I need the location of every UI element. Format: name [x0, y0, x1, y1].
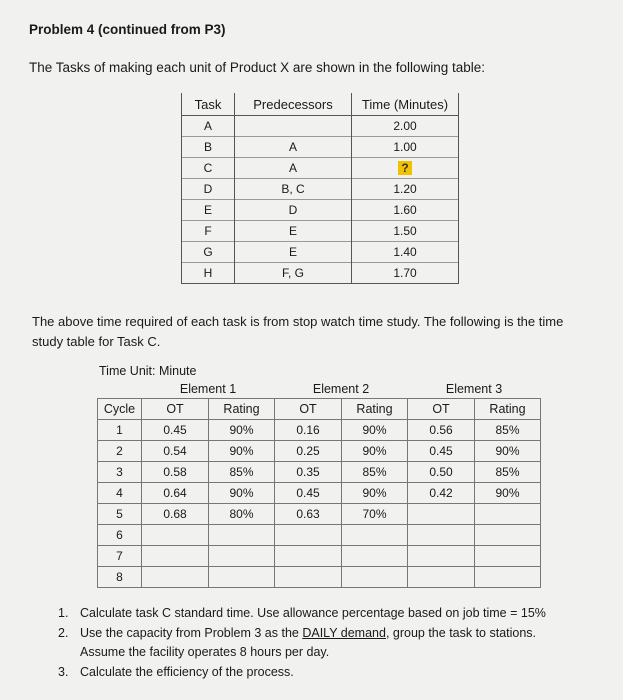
table-row [182, 158, 459, 179]
ot-cell: 0.45 [275, 483, 342, 504]
cycle-cell: 6 [98, 525, 142, 546]
ot-cell [408, 525, 475, 546]
group-element-3: Element 3 [408, 380, 541, 399]
question-text-part: group the task to stations. [389, 625, 537, 640]
ot-cell: 0.42 [408, 483, 475, 504]
rating-cell: 90% [342, 483, 408, 504]
header-predecessors: Predecessors [235, 93, 352, 116]
rating-cell [475, 546, 541, 567]
rating-cell [475, 525, 541, 546]
group-spacer [98, 380, 142, 399]
problem-heading: Problem 4 (continued from P3) [29, 22, 226, 37]
header-ot: OT [142, 399, 209, 420]
task-cell: D [182, 179, 235, 200]
table-row [182, 242, 459, 263]
ot-cell [275, 525, 342, 546]
list-item [58, 624, 546, 644]
ot-cell [142, 546, 209, 567]
header-time: Time (Minutes) [352, 93, 459, 116]
ot-cell: 0.45 [142, 420, 209, 441]
ot-cell [142, 567, 209, 588]
predecessor-cell: B, C [235, 179, 352, 200]
predecessor-cell [235, 116, 352, 137]
time-cell: 1.50 [352, 221, 459, 242]
task-cell: H [182, 263, 235, 284]
table-row [98, 504, 541, 525]
cycle-cell: 5 [98, 504, 142, 525]
table-row [182, 137, 459, 158]
time-cell: 1.20 [352, 179, 459, 200]
time-cell: 1.40 [352, 242, 459, 263]
table-row [98, 525, 541, 546]
header-rating: Rating [342, 399, 408, 420]
table-row [182, 116, 459, 137]
header-rating: Rating [209, 399, 275, 420]
rating-cell [342, 546, 408, 567]
list-item-continuation [58, 643, 546, 663]
list-item [58, 604, 546, 624]
question-text: Calculate the efficiency of the process. [80, 664, 294, 679]
time-study-table [97, 380, 541, 588]
rating-cell [342, 525, 408, 546]
header-task: Task [182, 93, 235, 116]
table-row [98, 567, 541, 588]
rating-cell: 90% [209, 420, 275, 441]
task-cell: B [182, 137, 235, 158]
table-row [182, 263, 459, 284]
table-row [98, 546, 541, 567]
rating-cell: 80% [209, 504, 275, 525]
predecessor-cell: D [235, 200, 352, 221]
predecessor-cell: E [235, 242, 352, 263]
task-cell: G [182, 242, 235, 263]
table-row [182, 179, 459, 200]
rating-cell [209, 546, 275, 567]
cycle-cell: 1 [98, 420, 142, 441]
table-row [98, 441, 541, 462]
rating-cell [342, 567, 408, 588]
rating-cell: 85% [475, 462, 541, 483]
cycle-cell: 7 [98, 546, 142, 567]
ot-cell [275, 546, 342, 567]
list-number: 2. [58, 625, 69, 640]
table-row [182, 200, 459, 221]
rating-cell [475, 567, 541, 588]
table-row [98, 462, 541, 483]
unknown-time-marker: ? [398, 161, 411, 175]
rating-cell: 90% [475, 483, 541, 504]
task-cell: F [182, 221, 235, 242]
rating-cell [209, 567, 275, 588]
questions-list [58, 604, 546, 682]
rating-cell: 90% [342, 420, 408, 441]
time-cell: 1.00 [352, 137, 459, 158]
ot-cell: 0.50 [408, 462, 475, 483]
predecessor-cell: E [235, 221, 352, 242]
predecessor-cell: F, G [235, 263, 352, 284]
list-item [58, 663, 546, 683]
ot-cell: 0.25 [275, 441, 342, 462]
rating-cell: 70% [342, 504, 408, 525]
rating-cell: 90% [475, 441, 541, 462]
table-row [182, 221, 459, 242]
study-header-row [98, 399, 541, 420]
question-text: Assume the facility operates 8 hours per day. [80, 645, 330, 659]
rating-cell: 85% [209, 462, 275, 483]
task-cell: A [182, 116, 235, 137]
table-row [98, 483, 541, 504]
ot-cell: 0.56 [408, 420, 475, 441]
ot-cell [142, 525, 209, 546]
time-unit-label: Time Unit: Minute [99, 364, 197, 378]
task-cell: E [182, 200, 235, 221]
ot-cell [408, 546, 475, 567]
task-table [181, 93, 459, 284]
ot-cell: 0.63 [275, 504, 342, 525]
ot-cell [408, 504, 475, 525]
question-text: Calculate task C standard time. Use allowance percentage based on job time = 15% [80, 606, 546, 620]
rating-cell: 85% [475, 420, 541, 441]
cycle-cell: 2 [98, 441, 142, 462]
time-cell: 1.60 [352, 200, 459, 221]
rating-cell [209, 525, 275, 546]
cycle-cell: 8 [98, 567, 142, 588]
header-cycle: Cycle [98, 399, 142, 420]
time-cell: 2.00 [352, 116, 459, 137]
question-text [80, 624, 536, 644]
header-rating: Rating [475, 399, 541, 420]
ot-cell: 0.54 [142, 441, 209, 462]
ot-cell [408, 567, 475, 588]
rating-cell [475, 504, 541, 525]
description-paragraph: The above time required of each task is from stop watch time study. The following is the time study table for Task C. [32, 314, 564, 349]
predecessor-cell: A [235, 137, 352, 158]
group-element-1: Element 1 [142, 380, 275, 399]
intro-text: The Tasks of making each unit of Product X are shown in the following table: [29, 60, 486, 75]
rating-cell: 85% [342, 462, 408, 483]
ot-cell: 0.16 [275, 420, 342, 441]
time-cell [352, 158, 459, 179]
cycle-cell: 3 [98, 462, 142, 483]
question-text-part: Use the capacity from Problem 3 as the [80, 625, 303, 640]
cycle-cell: 4 [98, 483, 142, 504]
table-row [98, 420, 541, 441]
list-number: 1. [58, 606, 69, 620]
task-table-header [182, 93, 459, 116]
ot-cell: 0.35 [275, 462, 342, 483]
list-number: 3. [58, 664, 69, 679]
ot-cell: 0.68 [142, 504, 209, 525]
task-cell: C [182, 158, 235, 179]
daily-demand-emphasis: DAILY demand, [302, 625, 390, 640]
header-ot: OT [408, 399, 475, 420]
predecessor-cell: A [235, 158, 352, 179]
time-cell: 1.70 [352, 263, 459, 284]
header-ot: OT [275, 399, 342, 420]
ot-cell: 0.45 [408, 441, 475, 462]
group-element-2: Element 2 [275, 380, 408, 399]
rating-cell: 90% [209, 483, 275, 504]
ot-cell [275, 567, 342, 588]
rating-cell: 90% [209, 441, 275, 462]
ot-cell: 0.64 [142, 483, 209, 504]
ot-cell: 0.58 [142, 462, 209, 483]
rating-cell: 90% [342, 441, 408, 462]
element-group-row [98, 380, 541, 399]
